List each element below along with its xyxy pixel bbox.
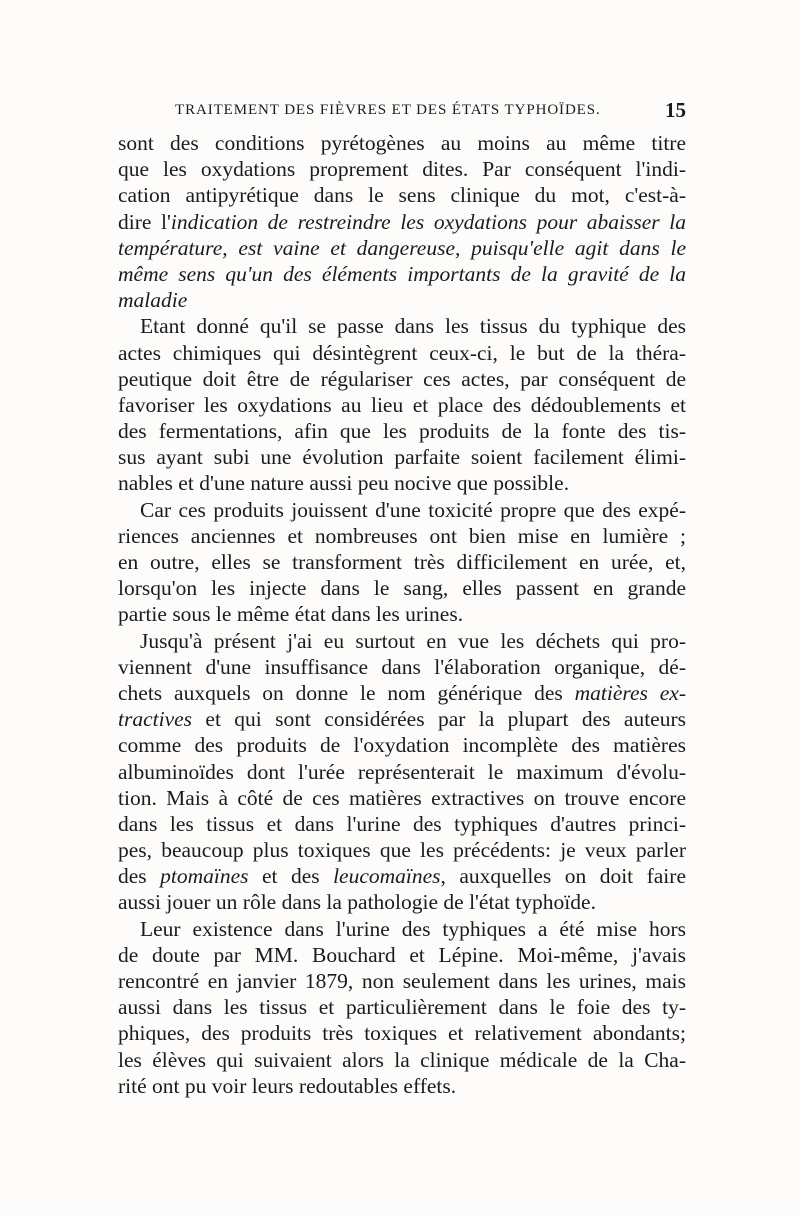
text-run: , auxquelles on doit faire (440, 864, 686, 889)
text-line: que les oxydations proprement dites. Par conséquent l'indi- (118, 157, 686, 182)
text-line: phiques, des produits très toxiques et relativement abondants; (118, 1021, 686, 1046)
text-line: peutique doit être de régulariser ces actes, par conséquent de (118, 366, 686, 391)
text-line: riences anciennes et nombreuses ont bien mise en lumière ; (118, 523, 686, 548)
text-line: cation antipyrétique dans le sens clinique du mot, c'est-à- (118, 183, 686, 208)
text-line: tion. Mais à côté de ces matières extractives on trouve encore (118, 785, 686, 810)
italic-text: température, est vaine et dangereuse, puisqu'elle agit dans le (118, 235, 686, 260)
text-line: viennent d'une insuffisance dans l'élaboration organique, dé- (118, 654, 686, 679)
italic-text: matières ex- (574, 680, 686, 705)
page-number: 15 (665, 98, 686, 122)
text-line: rité ont pu voir leurs redoutables effets. (118, 1073, 457, 1098)
text-line: les élèves qui suivaient alors la clinique médicale de la Cha- (118, 1047, 686, 1072)
text-run: et qui sont considérées par la plupart des auteurs (192, 707, 686, 732)
text-line (118, 261, 686, 287)
text-line (118, 863, 686, 889)
text-line: Etant donné qu'il se passe dans les tissus du typhique des (140, 314, 686, 339)
text-line: sus ayant subi une évolution parfaite soient facilement élimi- (118, 445, 686, 470)
text-line: favoriser les oxydations au lieu et place des dédoublements et (118, 392, 686, 417)
text-line: lorsqu'on les injecte dans le sang, elles passent en grande (118, 576, 686, 601)
text-line (118, 706, 686, 732)
page-header (120, 98, 686, 122)
text-line: pes, beaucoup plus toxiques que les précédents: je veux parler (118, 838, 686, 863)
text-run: chets auxquels on donne le nom générique des (118, 680, 575, 705)
text-line: comme des produits de l'oxydation incomplète des matières (118, 733, 686, 758)
italic-text: tractives (118, 707, 193, 732)
text-line (118, 680, 686, 706)
text-line: Leur existence dans l'urine des typhiques a été mise hors (140, 916, 686, 941)
text-line (118, 287, 686, 313)
text-run: dire l' (118, 209, 171, 234)
text-line: aussi jouer un rôle dans la pathologie de l'état typhoïde. (118, 890, 596, 915)
text-line: des fermentations, afin que les produits de la fonte des tis- (118, 419, 686, 444)
text-line: rencontré en janvier 1879, non seulement dans les urines, mais (118, 969, 686, 993)
text-line: Jusqu'à présent j'ai eu surtout en vue les déchets qui pro- (140, 628, 686, 653)
italic-text: maladie (118, 288, 188, 313)
text-line: de doute par MM. Bouchard et Lépine. Moi-même, j'avais (118, 942, 686, 967)
italic-text: indication de restreindre les oxydations pour abaisser la (170, 209, 686, 234)
text-line: sont des conditions pyrétogènes au moins au même titre (118, 131, 686, 155)
italic-text: leucomaïnes (333, 864, 441, 889)
text-line: en outre, elles se transforment très difficilement en urée, et, (118, 550, 686, 574)
text-line: dans les tissus et dans l'urine des typhiques d'autres princi- (118, 811, 686, 836)
text-line: Car ces produits jouissent d'une toxicité propre que des expé- (140, 497, 686, 522)
italic-text: même sens qu'un des éléments importants de la gravité de la (118, 261, 686, 286)
body-text (118, 130, 686, 1099)
text-line: aussi dans les tissus et particulièrement dans le foie des ty- (118, 995, 686, 1020)
text-line: nables et d'une nature aussi peu nocive que possible. (118, 471, 570, 496)
italic-text: ptomaïnes (160, 864, 249, 889)
text-run: et des (248, 864, 334, 889)
running-title: TRAITEMENT DES FIÈVRES ET DES ÉTATS TYPHOÏDES. (175, 102, 601, 118)
text-line: partie sous le même état dans les urines. (118, 602, 464, 627)
text-line: actes chimiques qui désintègrent ceux-ci, le but de la théra- (118, 340, 686, 365)
text-run: des (118, 864, 161, 889)
text-line: albuminoïdes dont l'urée représenterait le maximum d'évolu- (118, 759, 686, 784)
text-line (118, 209, 686, 235)
text-line (118, 235, 686, 261)
